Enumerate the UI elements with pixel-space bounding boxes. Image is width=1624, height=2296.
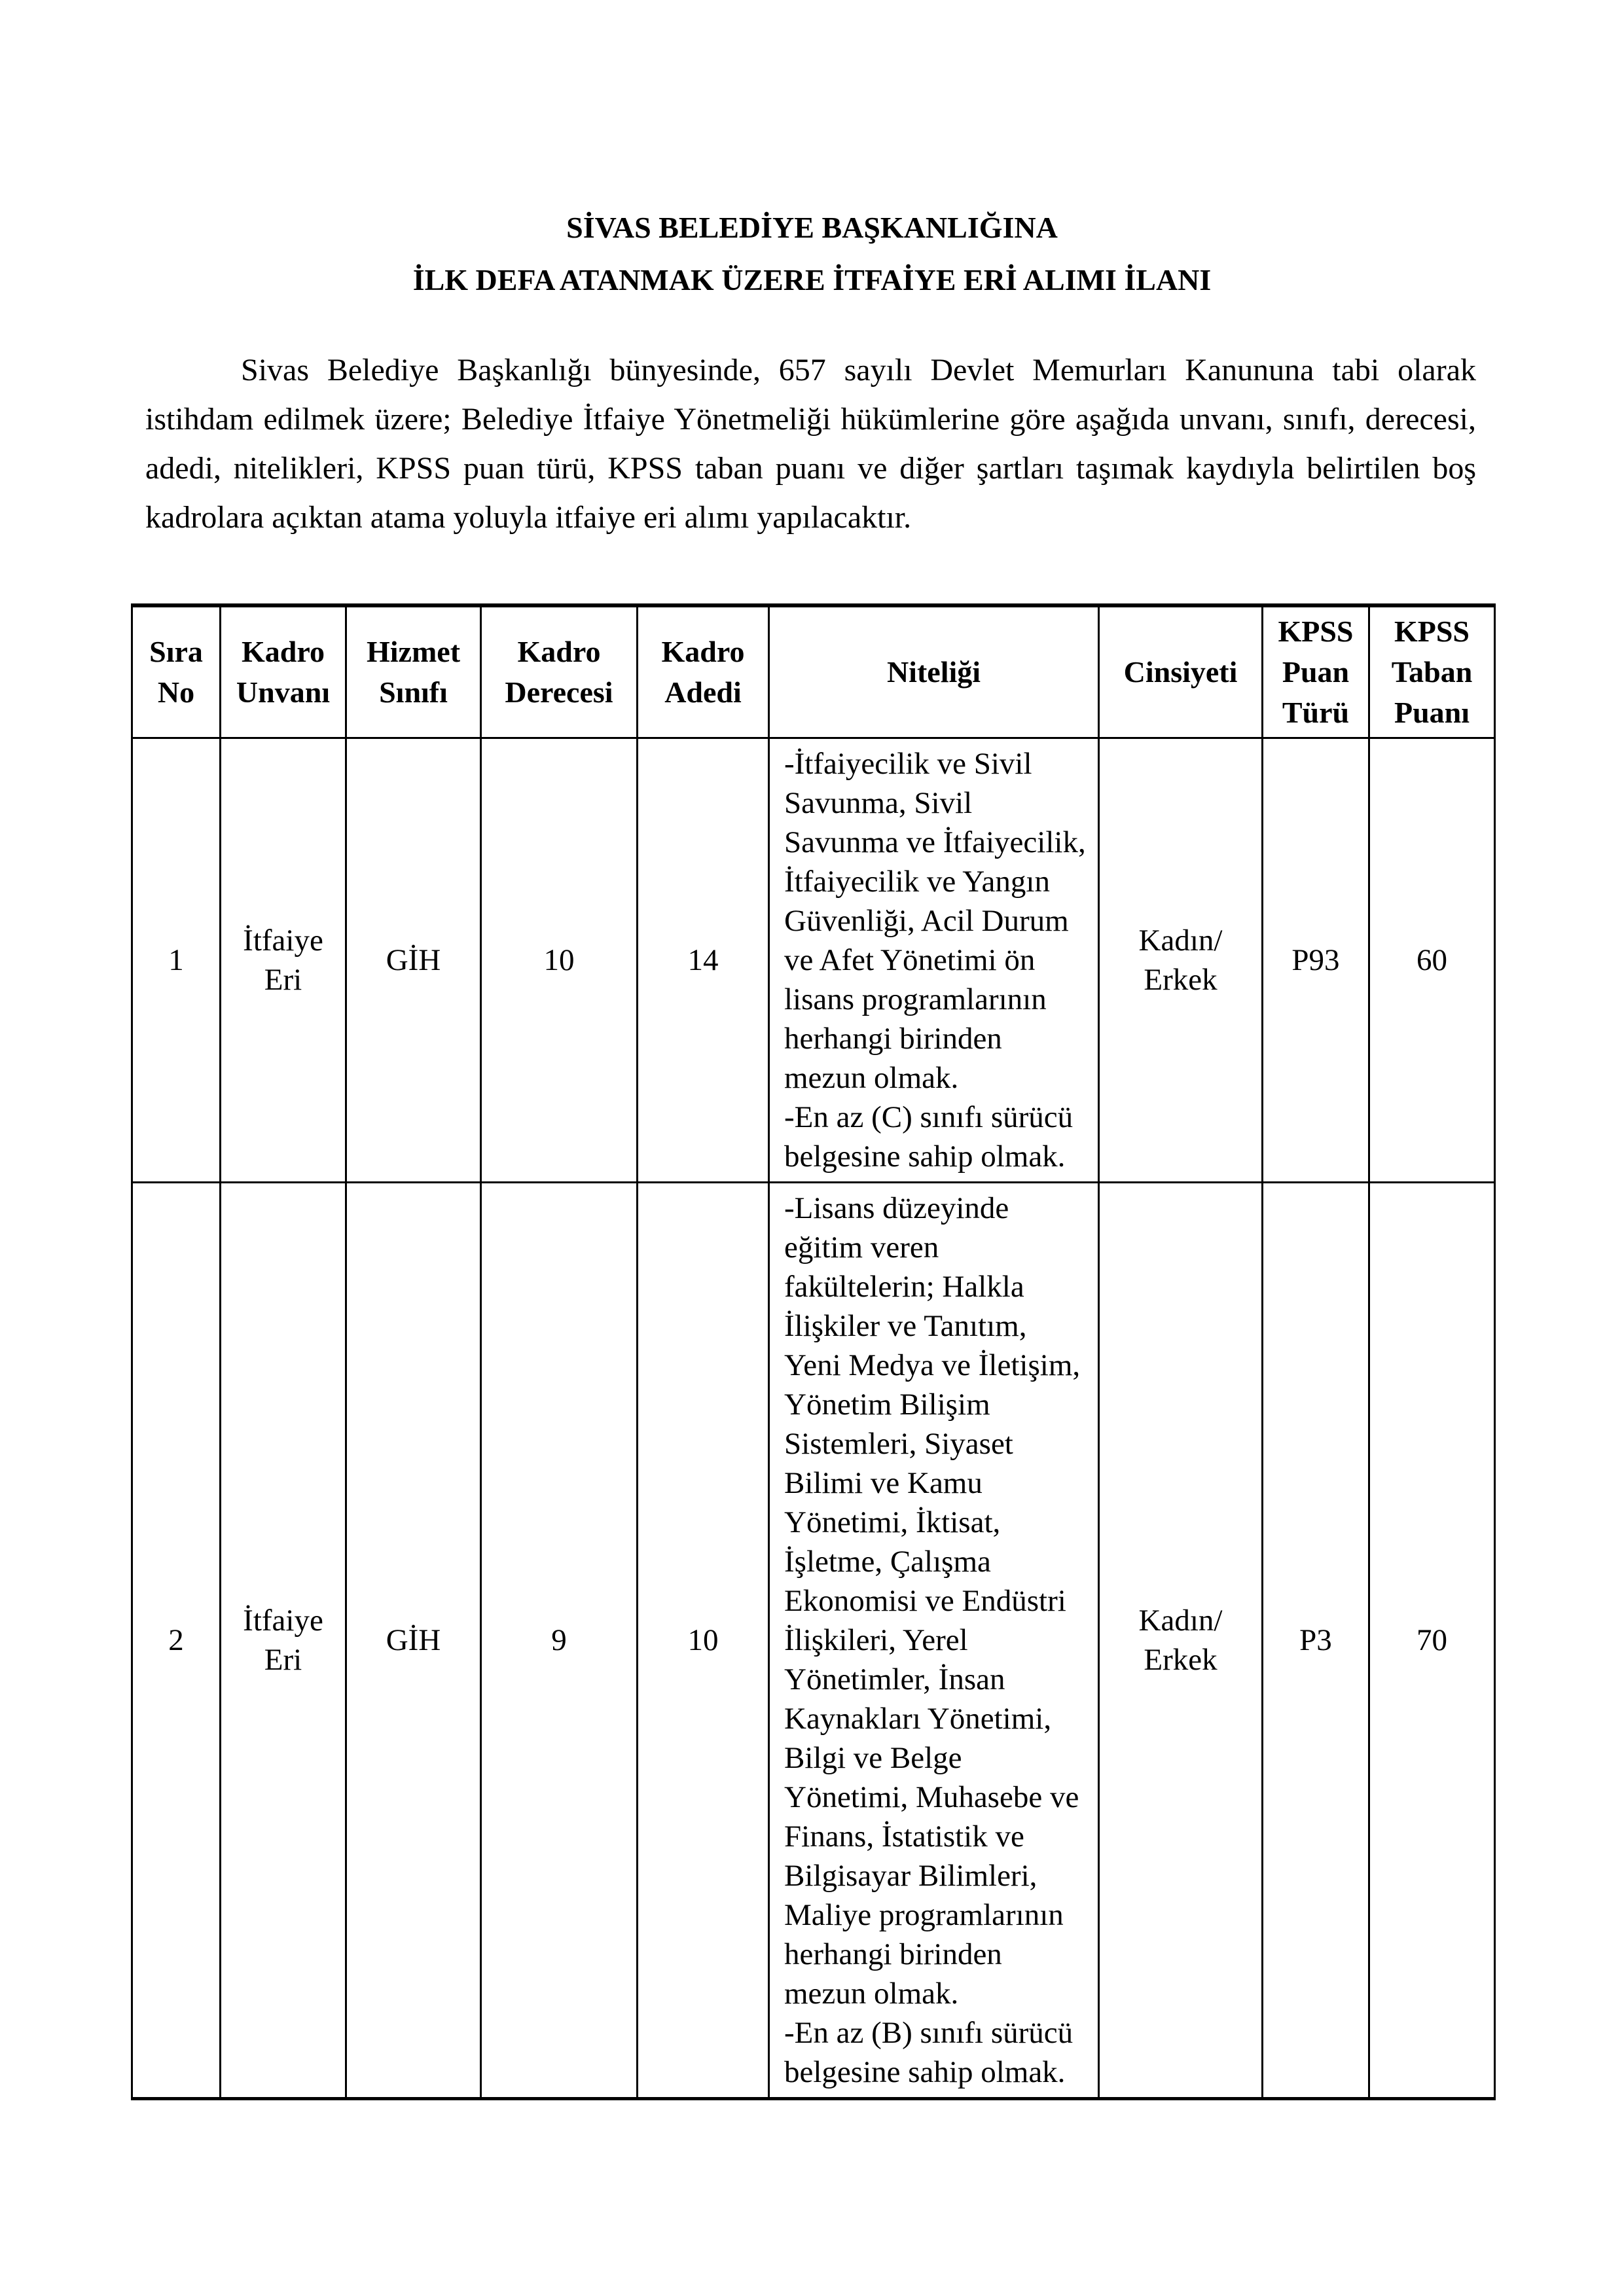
header-kadro-derecesi: Kadro Derecesi bbox=[481, 605, 638, 738]
title-line-2: İLK DEFA ATANMAK ÜZERE İTFAİYE ERİ ALIMI İLANI bbox=[412, 263, 1212, 296]
intro-paragraph: Sivas Belediye Başkanlığı bünyesinde, 657 sayılı Devlet Memurları Kanununa tabi olarak istihdam edilmek üzere; Belediye İtfaiye Yönetmeliği hükümlerine göre aşağıda unvanı, sınıfı, derecesi, adedi, nitelikleri, KPSS puan türü, KPSS taban puanı ve diğer şartları taşımak kaydıyla belirtilen boş kadrolara açıktan atama yoluyla itfaiye eri alımı yapılacaktır. bbox=[145, 353, 1476, 535]
header-kadro-unvani: Kadro Unvanı bbox=[221, 605, 346, 738]
cell-kadro-derecesi: 10 bbox=[481, 738, 638, 1183]
header-sira-no: Sıra No bbox=[132, 605, 221, 738]
header-kpss-puan-turu: KPSS Puan Türü bbox=[1263, 605, 1369, 738]
cell-kadro-adedi: 10 bbox=[638, 1183, 769, 2099]
cell-niteligi: -Lisans düzeyinde eğitim veren fakültelerin; Halkla İlişkiler ve Tanıtım, Yeni Medya ve İletişim, Yönetim Bilişim Sistemleri, Siyaset Bilimi ve Kamu Yönetimi, İktisat, İşletme, Çalışma Ekonomisi ve Endüstri İlişkileri, Yerel Yönetimler, İnsan Kaynakları Yönetimi, Bilgi ve Belge Yönetimi, Muhasebe ve Finans, İstatistik ve Bilgisayar Bilimleri, Maliye programlarının herhangi birinden mezun olmak. -En az (B) sınıfı sürücü belgesine sahip olmak. bbox=[769, 1183, 1099, 2099]
cell-kadro-unvani: İtfaiye Eri bbox=[221, 738, 346, 1183]
header-niteligi: Niteliği bbox=[769, 605, 1099, 738]
cell-niteligi: -İtfaiyecilik ve Sivil Savunma, Sivil Savunma ve İtfaiyecilik, İtfaiyecilik ve Yangın Güvenliği, Acil Durum ve Afet Yönetimi ön lisans programlarının herhangi birinden mezun olmak. -En az (C) sınıfı sürücü belgesine sahip olmak. bbox=[769, 738, 1099, 1183]
table-header-row bbox=[132, 605, 1495, 738]
cell-hizmet-sinifi: GİH bbox=[346, 738, 481, 1183]
cell-kpss-taban-puani: 60 bbox=[1369, 738, 1495, 1183]
header-kpss-taban-puani: KPSS Taban Puanı bbox=[1369, 605, 1495, 738]
header-kadro-adedi: Kadro Adedi bbox=[638, 605, 769, 738]
header-cinsiyeti: Cinsiyeti bbox=[1099, 605, 1263, 738]
cell-cinsiyeti: Kadın/ Erkek bbox=[1099, 738, 1263, 1183]
cell-cinsiyeti: Kadın/ Erkek bbox=[1099, 1183, 1263, 2099]
cell-kpss-taban-puani: 70 bbox=[1369, 1183, 1495, 2099]
table-row bbox=[132, 1183, 1495, 2099]
document-title bbox=[0, 0, 1624, 306]
header-hizmet-sinifi: Hizmet Sınıfı bbox=[346, 605, 481, 738]
cell-kadro-derecesi: 9 bbox=[481, 1183, 638, 2099]
cell-kadro-adedi: 14 bbox=[638, 738, 769, 1183]
cell-hizmet-sinifi: GİH bbox=[346, 1183, 481, 2099]
title-line-1: SİVAS BELEDİYE BAŞKANLIĞINA bbox=[566, 211, 1058, 244]
cell-kpss-puan-turu: P3 bbox=[1263, 1183, 1369, 2099]
cell-sira-no: 1 bbox=[132, 738, 221, 1183]
recruitment-table bbox=[131, 603, 1496, 2100]
cell-kpss-puan-turu: P93 bbox=[1263, 738, 1369, 1183]
cell-sira-no: 2 bbox=[132, 1183, 221, 2099]
cell-kadro-unvani: İtfaiye Eri bbox=[221, 1183, 346, 2099]
table-row bbox=[132, 738, 1495, 1183]
